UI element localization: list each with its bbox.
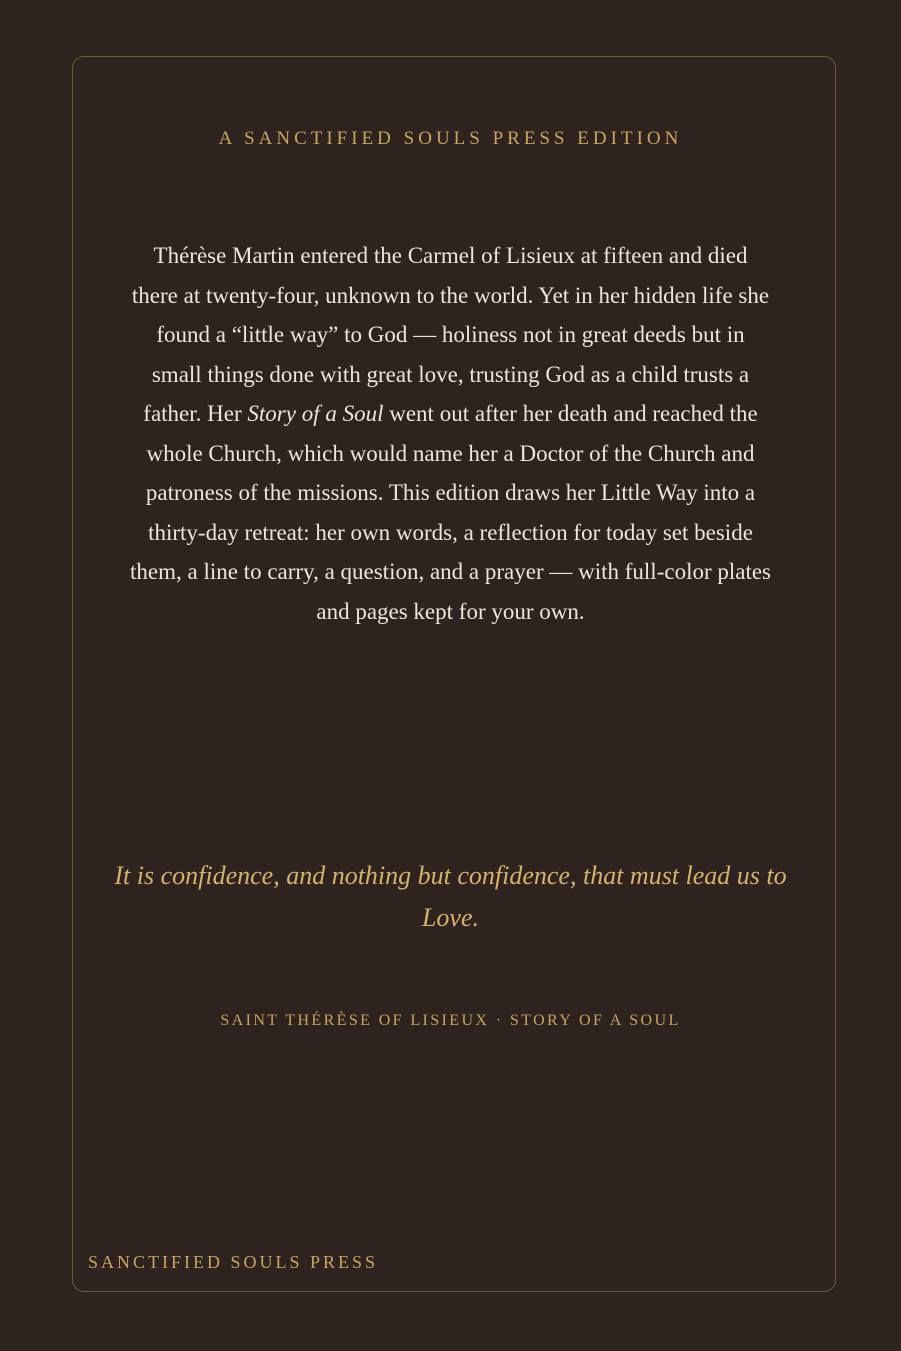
- edition-label: A SANCTIFIED SOULS PRESS EDITION: [218, 128, 683, 149]
- quote-attribution: SAINT THÉRÈSE OF LISIEUX · STORY OF A SOUL: [220, 1012, 681, 1029]
- back-cover-blurb: [130, 236, 771, 631]
- blurb-text-end: went out after her death and reached the whole Church, which would name her a Doctor of the Church and patroness of the missions. This edition draws her Little Way into a thirty-day retreat: her own words, a reflection for today set beside them, a line to carry, a question, and a prayer — with full-color plates and pages kept for your own.: [130, 401, 772, 624]
- pull-quote: It is confidence, and nothing but confidence, that must lead us to Love.: [114, 861, 787, 932]
- book-title: Story of a Soul: [247, 401, 384, 426]
- blurb-text-start: Thérèse Martin entered the Carmel of Lisieux at fifteen and died there at twenty-four, unknown to the world. Yet in her hidden life she found a “little way” to God — holiness not in great deeds but in small things done with great love, trusting God as a child trusts a father. Her: [131, 243, 770, 426]
- publisher-name: SANCTIFIED SOULS PRESS: [88, 1252, 379, 1272]
